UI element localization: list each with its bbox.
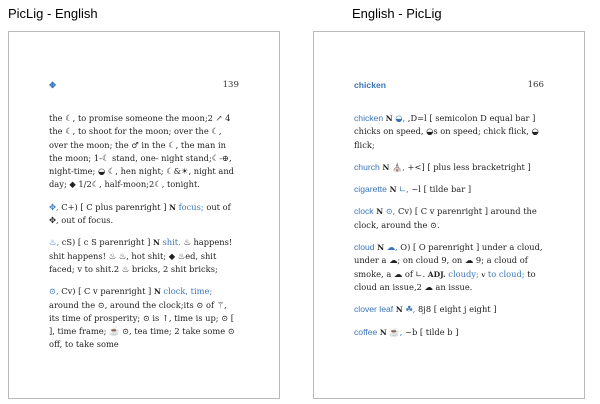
entry-church: church N ⛪, +<] [ plus less bracketright ]	[354, 161, 531, 172]
headword: cigarette	[354, 184, 387, 195]
right-dictionary-page	[313, 31, 585, 399]
header-mark-icon: ✥	[49, 80, 57, 90]
entry-focus: ✥, C+) [ C plus parenright ] N focus; out of ✥, out of focus.	[49, 201, 231, 226]
entry-symbol: ⛪,	[391, 161, 405, 172]
dictionary-entries	[354, 112, 544, 348]
left-page-label: PicLig - English	[8, 6, 98, 21]
page-number: 166	[527, 80, 544, 90]
left-dictionary-page	[8, 31, 280, 399]
entry-clover-leaf: clover leaf N ☘, 8j8 [ eight j eight ]	[354, 304, 497, 315]
part-of-speech-adj: ADJ.	[425, 269, 446, 279]
headword: chicken	[354, 113, 384, 123]
entry-symbol: ◒,	[395, 113, 406, 123]
page-number: 139	[222, 80, 239, 90]
page-header	[354, 80, 544, 94]
gloss: clock, time;	[160, 286, 213, 297]
entry-cigarette: cigarette N ∟, ~l [ tilde bar ]	[354, 184, 472, 195]
entry-symbol: ⊙,	[49, 286, 59, 297]
entry-symbol: ☘,	[405, 304, 416, 315]
part-of-speech: N	[389, 185, 397, 195]
gloss: cloudy;	[445, 268, 479, 279]
headword: coffee	[354, 326, 378, 337]
part-of-speech-verb: v	[478, 269, 486, 279]
entry-symbol: ♨,	[49, 237, 60, 248]
entry-shit: ♨, cS) [ c S parenright ] N shit. ♨ happens! shit happens! ♨ ♨, hot shit; ◆ ♨ed, shit faced; v to shit.2 ♨ bricks, 2 shit bricks;	[49, 237, 233, 274]
gloss: focus;	[175, 201, 204, 212]
right-page-label: English - PicLig	[352, 6, 442, 21]
entry-symbol: ⊙,	[385, 206, 396, 217]
part-of-speech: N	[382, 162, 390, 172]
part-of-speech: N	[153, 238, 160, 248]
entry-clock: clock N ⊙, Cv) [ C v parenright ] around the clock, around the ⊙.	[354, 206, 537, 230]
entry-cloud: cloud N ☁, O) [ O parenright ] under a cloud, under a ☁; on cloud 9, on ☁ 9; a cloud of smoke, a ☁ of ∟. ADJ. cloudy; v to cloud; to cloud an issue,2 ☁ an issue.	[354, 242, 543, 292]
entry-symbol: ✥,	[49, 201, 59, 212]
part-of-speech: N	[153, 287, 161, 297]
part-of-speech: N	[377, 243, 385, 253]
gloss: shit.	[159, 237, 181, 248]
part-of-speech: N	[379, 327, 387, 337]
page-header	[49, 80, 239, 94]
entry-clock: ⊙, Cv) [ C v parenright ] N clock, time; around the ⊙, around the clock;its ⊙ of ⚚, its time of prosperity; ⊙ is ↑, time is up; ⊙ [ ], time frame; ☕ ⊙, tea time; 2 take some ⊙ off, to take some	[49, 286, 235, 350]
headword: clover leaf	[354, 304, 394, 315]
part-of-speech: N	[395, 305, 403, 315]
gloss: to cloud;	[485, 268, 525, 279]
part-of-speech: N	[385, 114, 393, 123]
part-of-speech: N	[169, 202, 176, 212]
entry-moon-continued: the ☾, to promise someone the moon;2 ↗ 4 the ☾, to shoot for the moon; over the ☾, over the moon; the ♂ in the ☾, the man in the moon; 1-☾ stand, one- night stand;☾-⊕, night-time; ◒ ☾, hen night; ☾&☀, night and day; ◆ 1/2☾, half-moon;2☾, tonight.	[49, 113, 234, 190]
entry-symbol: ☁,	[386, 242, 398, 253]
headword: cloud	[354, 242, 375, 253]
headword: church	[354, 161, 380, 172]
entry-chicken: chicken N ◒, ,D=l [ semicolon D equal bar ] chicks on speed, ◒s on speed; chick flick, ◒ flick;	[354, 113, 539, 150]
entry-symbol: ∟,	[399, 184, 409, 195]
entry-symbol: ☕,	[389, 326, 403, 337]
header-word: chicken	[354, 80, 387, 90]
headword: clock	[354, 206, 374, 217]
part-of-speech: N	[376, 207, 384, 217]
entry-coffee: coffee N ☕, ~b [ tilde b ]	[354, 326, 459, 337]
dictionary-entries	[49, 112, 239, 361]
